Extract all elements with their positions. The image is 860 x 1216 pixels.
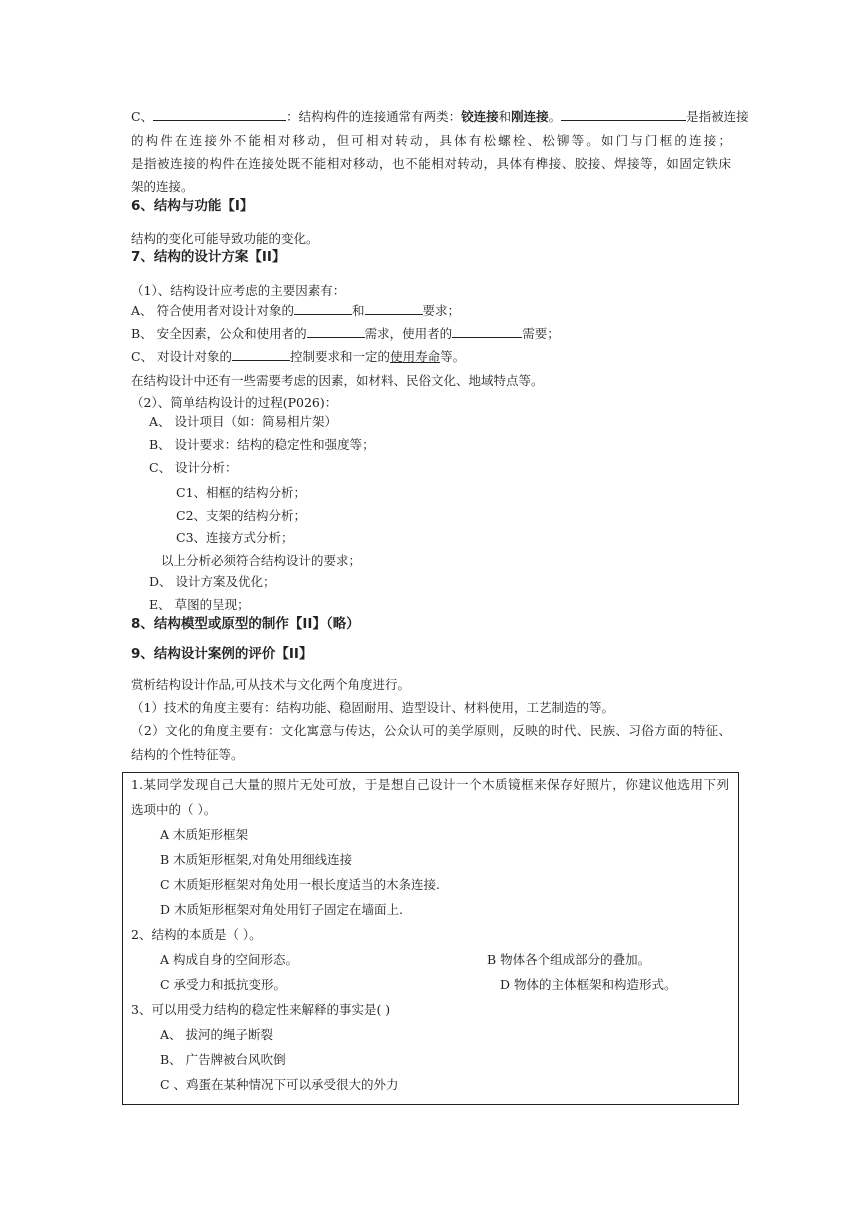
fill-blank[interactable] <box>232 348 290 361</box>
section-9-heading: 9、结构设计案例的评价【II】 <box>131 646 313 662</box>
q3-option-c: C 、鸡蛋在某种情况下可以承受很大的外力 <box>160 1077 399 1092</box>
q2-option-c: C 承受力和抵抗变形。 <box>160 977 287 992</box>
s7-step-c2: C2、支架的结构分析； <box>176 508 307 523</box>
section-7-heading: 7、结构的设计方案【II】 <box>131 249 286 265</box>
fill-blank[interactable] <box>153 108 286 121</box>
s7-q1: （1）、结构设计应考虑的主要因素有： <box>131 283 346 298</box>
q1-option-a: A 木质矩形框架 <box>160 827 249 842</box>
q2-option-b: B 物体各个组成部分的叠加。 <box>487 952 651 967</box>
fill-blank[interactable] <box>307 325 365 338</box>
para-c-line-2: 的构件在连接外不能相对移动，但可相对转动，具体有松螺栓、松铆等。如门与门框的连接； <box>131 133 731 148</box>
q2-option-d: D 物体的主体框架和构造形式。 <box>500 977 677 992</box>
s7-note: 在结构设计中还有一些需要考虑的因素，如材料、民俗文化、地域特点等。 <box>131 373 544 388</box>
s7-item-c: C、 对设计对象的 控制要求和一定的使用寿命等。 <box>131 349 466 364</box>
s9-intro: 赏析结构设计作品,可从技术与文化两个角度进行。 <box>131 677 410 692</box>
s7-step-c3: C3、连接方式分析； <box>176 530 294 545</box>
para-c-line-3: 是指被连接的构件在连接处既不能相对移动，也不能相对转动，具体有榫接、胶接、焊接等，如固定铁床 <box>131 156 731 171</box>
q3-option-a: A、 拔河的绳子断裂 <box>160 1027 274 1042</box>
q1-option-b: B 木质矩形框架,对角处用细线连接 <box>160 852 353 867</box>
fill-blank[interactable] <box>561 108 686 121</box>
s9-cultural-line-1: （2）文化的角度主要有：文化寓意与传达，公众认可的美学原则，反映的时代、民族、习俗方面的特征、 <box>131 723 731 738</box>
s7-step-a: A、 设计项目（如：简易相片架） <box>149 414 338 429</box>
s7-step-b: B、 设计要求：结构的稳定性和强度等； <box>149 437 375 452</box>
fill-blank[interactable] <box>452 325 522 338</box>
q1-stem-line-2: 选项中的（ ）。 <box>131 802 217 817</box>
q1-stem-line-1: 1.某同学发现自己大量的照片无处可放，于是想自己设计一个木质镜框来保存好照片，你建议他选用下列 <box>131 777 729 792</box>
s7-step-e: E、 草图的呈现； <box>149 597 250 612</box>
q1-option-c: C 木质矩形框架对角处用一根长度适当的木条连接. <box>160 877 441 892</box>
section-6-heading: 6、结构与功能【I】 <box>131 198 254 214</box>
fill-blank[interactable] <box>294 302 352 315</box>
q2-stem: 2、结构的本质是（ ）。 <box>131 927 262 942</box>
para-c-line-4: 架的连接。 <box>131 179 194 194</box>
para-c-line-1: C、 ：结构构件的连接通常有两类：铰连接和刚连接。 是指被连接 <box>131 109 749 124</box>
s7-item-b: B、 安全因素，公众和使用者的 需求，使用者的 需要； <box>131 326 560 341</box>
s7-q2: （2）、简单结构设计的过程(P026)： <box>131 395 338 410</box>
s7-item-a: A、 符合使用者对设计对象的 和 要求； <box>131 303 461 318</box>
s7-step-c: C、 设计分析： <box>149 460 238 475</box>
fill-blank[interactable] <box>365 302 423 315</box>
s7-requirement: 以上分析必须符合结构设计的要求； <box>161 553 362 568</box>
s7-step-c1: C1、相框的结构分析； <box>176 485 307 500</box>
q3-stem: 3、可以用受力结构的稳定性来解释的事实是( ) <box>131 1002 391 1017</box>
s7-step-d: D、 设计方案及优化； <box>149 574 276 589</box>
q2-option-a: A 构成自身的空间形态。 <box>160 952 299 967</box>
q3-option-b: B、 广告牌被台风吹倒 <box>160 1052 286 1067</box>
section-8-heading: 8、结构模型或原型的制作【II】（略） <box>131 616 360 632</box>
s9-cultural-line-2: 结构的个性特征等。 <box>131 747 244 762</box>
q1-option-d: D 木质矩形框架对角处用钉子固定在墙面上. <box>160 902 403 917</box>
section-6-text: 结构的变化可能导致功能的变化。 <box>131 231 319 246</box>
s9-technical: （1）技术的角度主要有：结构功能、稳固耐用、造型设计、材料使用，工艺制造的等。 <box>131 700 614 715</box>
